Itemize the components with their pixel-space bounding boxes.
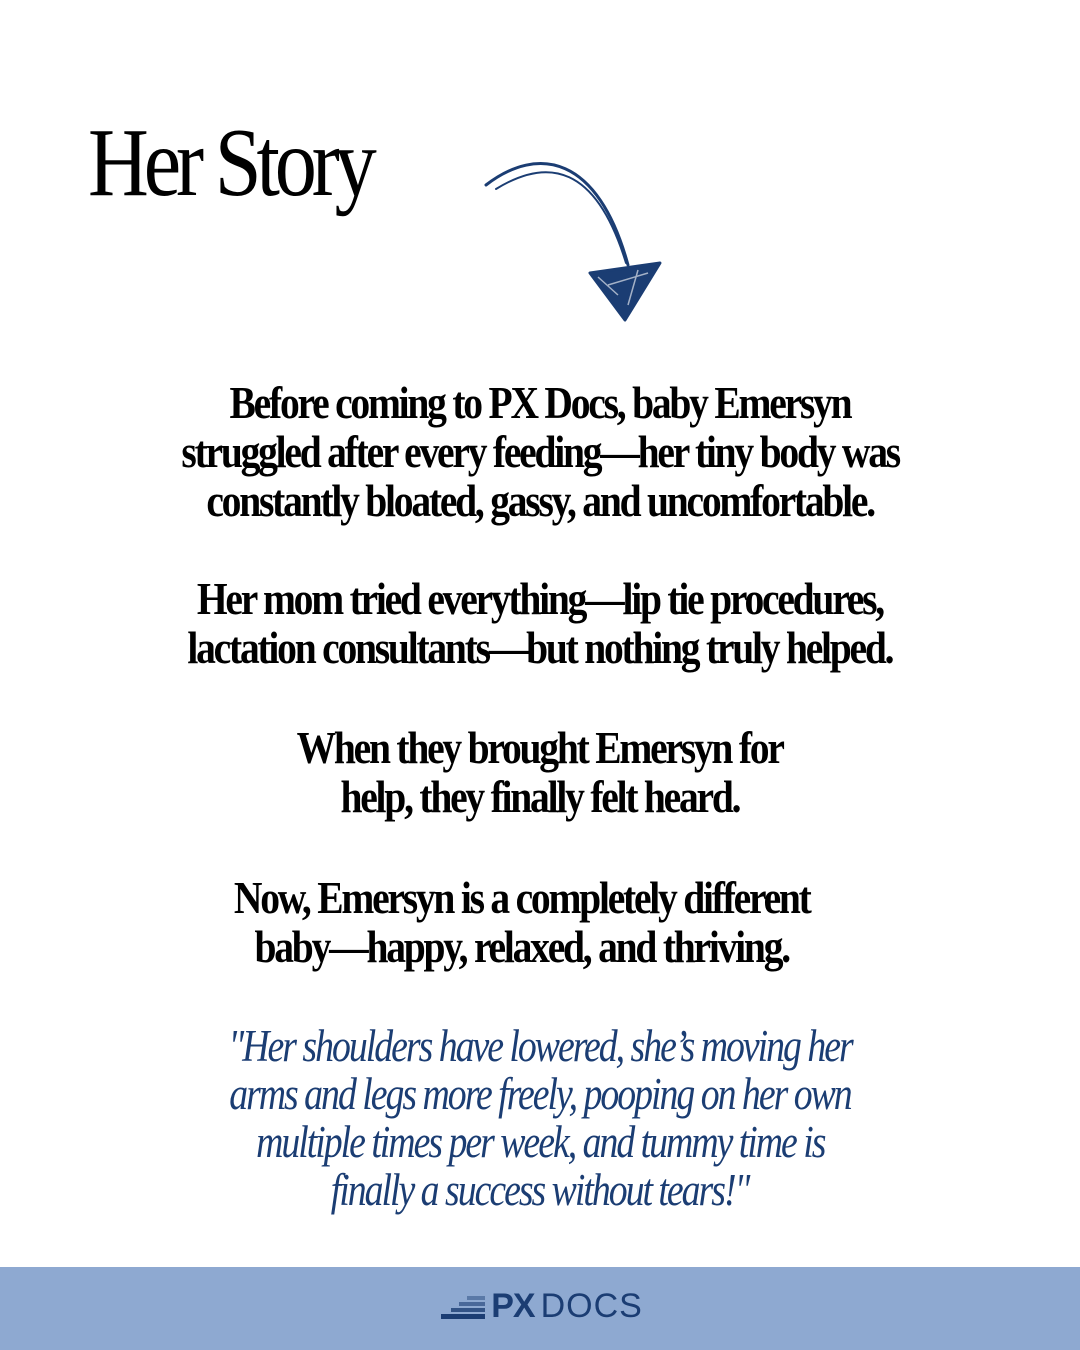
testimonial-quote: "Her shoulders have lowered, she’s moving her arms and legs more freely, pooping on her own multiple times per week, and tummy time is finally a success without tears!" (228, 1021, 852, 1215)
logo-text-docs: DOCS (540, 1287, 643, 1325)
story-paragraph-2: Her mom tried everything—lip tie procedures, lactation consultants—but nothing truly helped. (187, 573, 893, 673)
story-paragraph-3: When they brought Emersyn for help, they finally felt heard. (296, 722, 784, 822)
px-docs-logo (437, 1287, 643, 1326)
logo-text-px: PX (491, 1287, 535, 1325)
story-paragraph-4: Now, Emersyn is a completely different baby—happy, relaxed, and thriving. (234, 872, 810, 972)
hand-drawn-arrow-down-icon (478, 145, 678, 330)
footer-bar (0, 1267, 1080, 1350)
page-title: Her Story (88, 109, 372, 217)
story-paragraph-1: Before coming to PX Docs, baby Emersyn struggled after every feeding—her tiny body was constantly bloated, gassy, and uncomfortable. (181, 377, 899, 526)
stair-steps-logo-icon (437, 1293, 485, 1321)
